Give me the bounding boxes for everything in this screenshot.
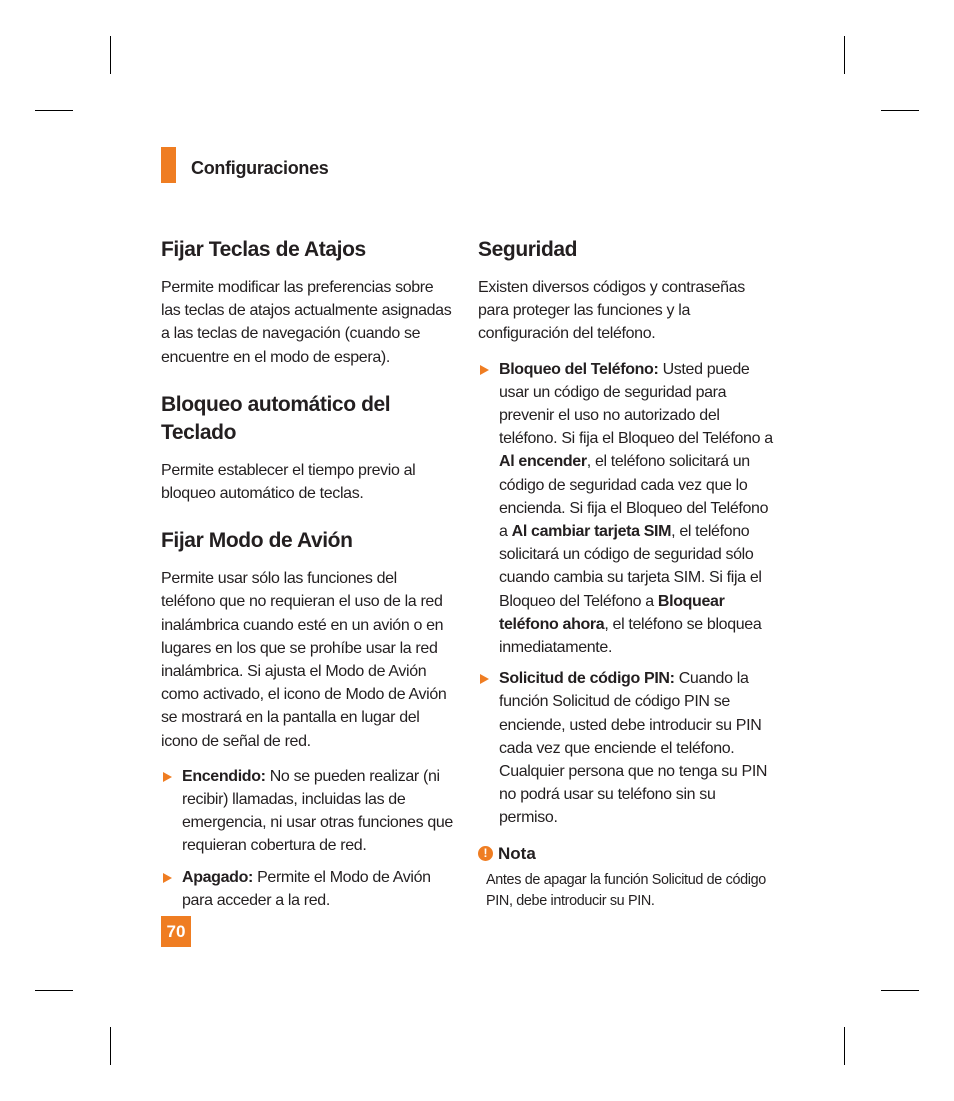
crop-mark [110,36,111,74]
crop-mark [110,1027,111,1065]
section-title: Configuraciones [191,158,329,178]
shortcuts-heading: Fijar Teclas de Atajos [161,238,366,261]
flight-option-on [161,765,453,858]
security-heading: Seguridad [478,238,578,261]
crop-mark [881,110,919,111]
security-text: Existen diversos códigos y contraseñas para proteger las funciones y la configuración del teléfono. [478,279,745,343]
warning-icon: ! [478,846,493,861]
security-options [478,358,778,830]
page-number: 70 [161,916,191,947]
crop-mark [844,36,845,74]
security-option-lock [478,358,778,660]
shortcuts-section [161,236,453,369]
flight-heading: Fijar Modo de Avión [161,529,353,553]
option-value: Al cambiar tarjeta SIM [511,523,672,541]
crop-mark [35,990,73,991]
flight-text: Permite usar sólo las funciones del teléfono que no requieran el uso de la red inalámbrica cuando esté en un avión o en lugares en los que se prohíbe usar la red inalámbrica. Si ajusta el Modo de Avión como activado, el icono de Modo de Avión se mostrará en la pantalla en lugar del icono de señal de red. [161,570,447,750]
section-marker [161,147,176,183]
crop-mark [35,110,73,111]
right-column [478,236,778,912]
option-label: Apagado: [182,868,253,886]
bullet-arrow-icon [480,674,489,684]
bullet-arrow-icon [163,772,172,782]
option-text: , el teléfono solicitará un código de seguridad cada vez que lo encienda. Si fija el Bloqueo del Teléfono a [499,453,769,541]
autolock-text: Permite establecer el tiempo previo al bloqueo automático de teclas. [161,461,416,503]
option-text: , el teléfono se bloquea inmediatamente. [499,615,762,657]
flight-options [161,765,453,912]
crop-mark [844,1027,845,1065]
option-text: Cuando la función Solicitud de código PIN se enciende, usted debe introducir su PIN cada vez que enciende el teléfono. Cualquier persona que no tenga su PIN no podrá usar su teléfono sin su permiso. [499,670,768,827]
shortcuts-text: Permite modificar las preferencias sobre las teclas de atajos actualmente asignadas a las teclas de navegación (cuando se encuentre en el modo de espera). [161,279,452,366]
note-text: Antes de apagar la función Solicitud de código PIN, debe introducir su PIN. [486,871,766,909]
bullet-arrow-icon [480,365,489,375]
option-text: Permite el Modo de Avión para acceder a la red. [182,868,431,909]
security-option-pin [478,667,778,829]
option-text: Usted puede usar un código de seguridad para prevenir el uso no autorizado del teléfono. Si fija el Bloqueo del Teléfono a [499,360,773,448]
note-title: Nota [498,843,536,863]
option-text: , el teléfono solicitará un código de seguridad sólo cuando cambia su tarjeta SIM. Si fija el Bloqueo del Teléfono a [499,523,762,610]
option-value: Al encender [499,453,587,471]
bullet-arrow-icon [163,873,172,883]
option-text: No se pueden realizar (ni recibir) llamadas, incluidas las de emergencia, ni usar otras funciones que requieran cobertura de red. [182,767,453,855]
crop-mark [881,990,919,991]
option-label: Bloqueo del Teléfono: [499,360,659,378]
autolock-heading: Bloqueo automático del Teclado [161,392,391,444]
option-label: Encendido: [182,767,266,785]
option-label: Solicitud de código PIN: [499,670,675,688]
flight-section [161,527,453,912]
flight-option-off [161,866,453,912]
option-value: Bloquear teléfono ahora [499,592,725,633]
left-column [161,236,453,934]
autolock-section [161,391,453,505]
note-header [478,844,778,864]
